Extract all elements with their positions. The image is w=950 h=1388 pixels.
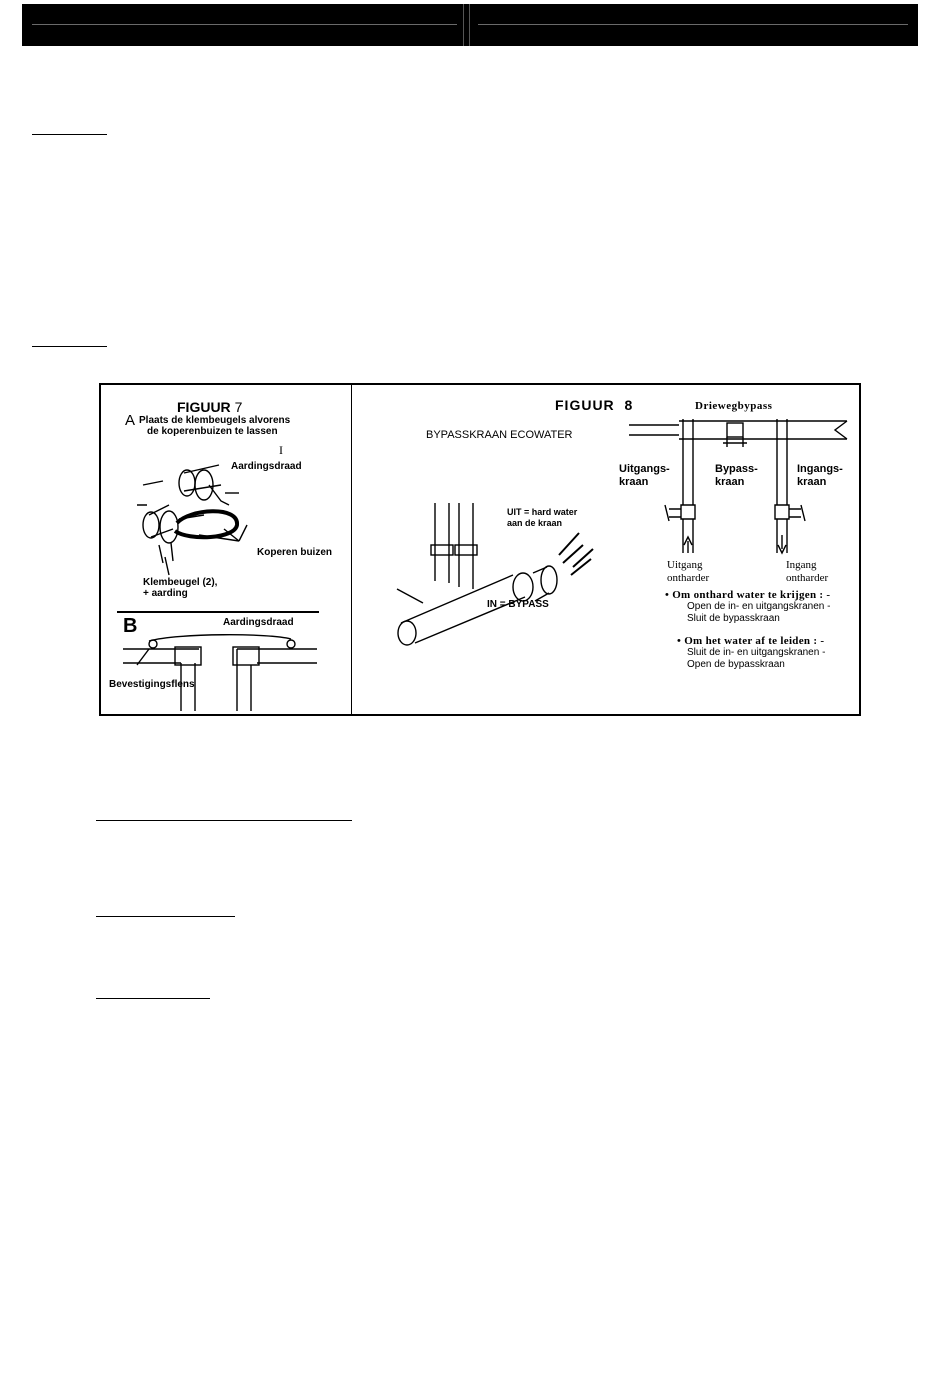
label-uitgang-ontharder (667, 559, 709, 585)
pipe-flange-drawing (119, 625, 319, 715)
label-line: kraan (619, 476, 649, 488)
label-line: Uitgangs- (619, 463, 670, 475)
instruction-bypass-water (677, 635, 825, 671)
figure7-title-word: FIGUUR (177, 399, 231, 415)
note-line: de koperenbuizen te lassen (147, 426, 278, 437)
label-uit-hard-water (507, 507, 577, 529)
label-aardingsdraad: Aardingsdraad (231, 461, 302, 472)
figure-divider (351, 385, 352, 714)
header-divider (463, 4, 464, 46)
label-line: Ingang (786, 559, 817, 571)
label-klembeugel (143, 577, 217, 599)
instruction-line: Sluit de in- en uitgangskranen - (687, 647, 826, 658)
figure7-number: 7 (234, 399, 243, 415)
figure7-separator (117, 611, 319, 613)
header-divider (469, 4, 470, 46)
instruction-title: • Om onthard water te krijgen : - (665, 589, 831, 601)
bypass-valve-drawing (383, 503, 613, 663)
header-line-right (478, 24, 908, 25)
label-uitgangskraan (619, 463, 670, 489)
section-heading-rule (96, 916, 235, 917)
figure7-part-b-letter: B (123, 615, 138, 637)
label-line: UIT = hard water (507, 507, 578, 517)
figure7-title (177, 399, 242, 415)
label-line: Uitgang (667, 559, 703, 571)
text-cursor-icon: I (279, 443, 283, 457)
label-line: + aarding (143, 588, 188, 599)
instruction-soft-water (665, 589, 830, 625)
figure7-part-a-note (139, 415, 290, 437)
header-line-left (32, 24, 457, 25)
figure7-part-a-letter: A (125, 412, 136, 429)
label-driewegbypass: Driewegbypass (695, 400, 773, 412)
label-koperen-buizen: Koperen buizen (257, 547, 333, 558)
section-heading-rule (32, 346, 107, 347)
label-bevestigingsflens: Bevestigingsflens (109, 679, 195, 690)
label-line: Klembeugel (2), (143, 577, 218, 588)
label-line: aan de kraan (507, 518, 563, 528)
instruction-line: Open de bypasskraan (687, 659, 785, 670)
section-heading-rule (96, 998, 210, 999)
label-ingangskraan (797, 463, 843, 489)
label-bypasskraan (715, 463, 758, 489)
label-line: Bypass- (715, 463, 758, 475)
header-bar (22, 4, 918, 46)
instruction-line: Sluit de bypasskraan (687, 613, 780, 624)
label-line: kraan (797, 476, 827, 488)
label-line: kraan (715, 476, 745, 488)
label-in-bypass: IN = BYPASS (487, 599, 549, 610)
section-heading-rule (96, 820, 352, 821)
instruction-title: • Om het water af te leiden : - (677, 635, 825, 647)
figure-panel (99, 383, 861, 716)
label-bypasskraan-ecowater: BYPASSKRAAN ECOWATER (426, 429, 573, 441)
label-ingang-ontharder (786, 559, 828, 585)
figure8-title: FIGUUR 8 (555, 397, 634, 413)
instruction-line: Open de in- en uitgangskranen - (687, 601, 831, 612)
label-line: ontharder (786, 572, 829, 584)
label-aardingsdraad-b: Aardingsdraad (223, 617, 294, 628)
label-line: Ingangs- (797, 463, 843, 475)
section-heading-rule (32, 134, 107, 135)
label-line: ontharder (667, 572, 710, 584)
note-line: Plaats de klembeugels alvorens (139, 415, 291, 426)
